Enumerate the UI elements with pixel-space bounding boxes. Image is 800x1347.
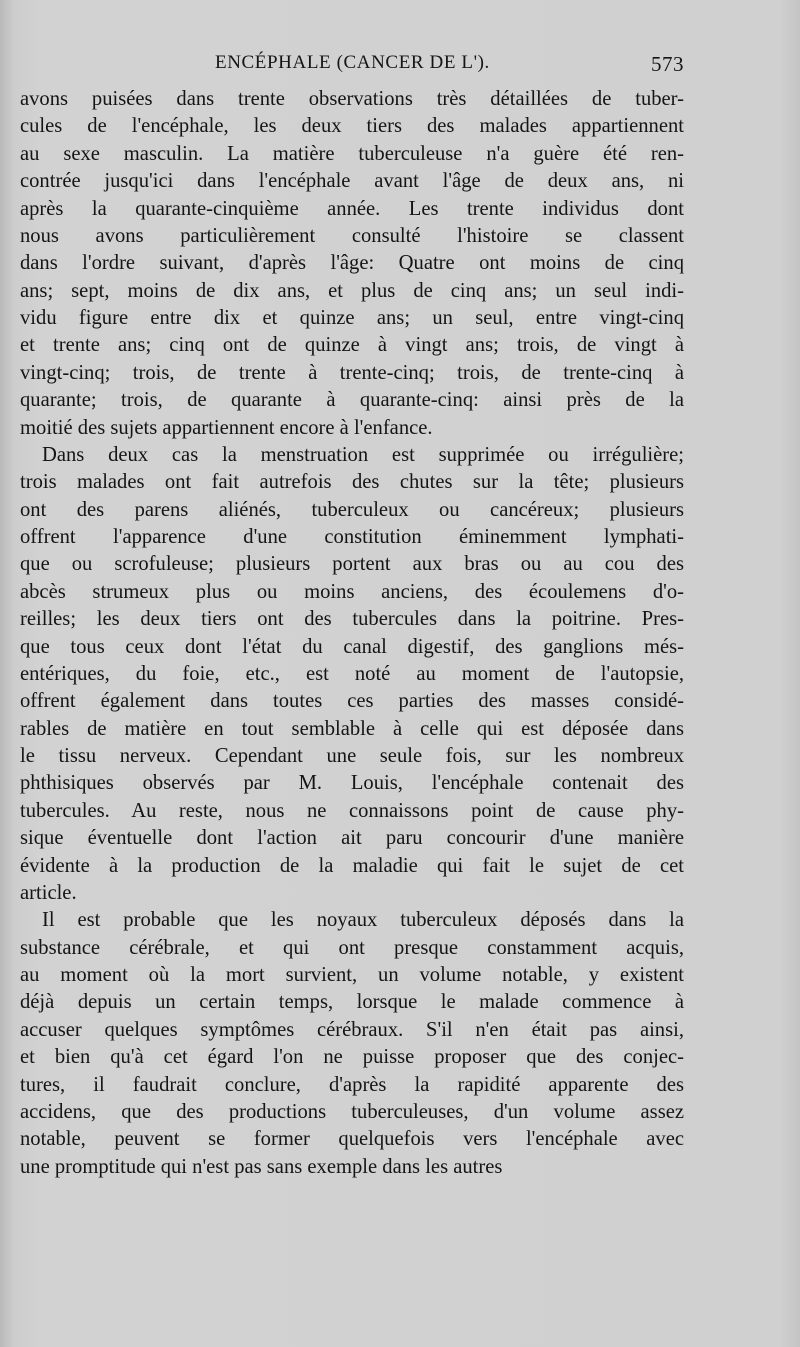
text-line: reilles; les deux tiers ont des tubercules dans la poitrine. Pres- (20, 608, 684, 631)
text-line: moitié des sujets appartiennent encore à l'enfance. (20, 416, 433, 439)
running-title: ENCÉPHALE (CANCER DE L'). (215, 52, 490, 73)
text-line: évidente à la production de la maladie qui fait le sujet de cet (20, 854, 684, 877)
text-line: offrent l'apparence d'une constitution éminemment lymphati- (20, 526, 684, 548)
text-line: déjà depuis un certain temps, lorsque le malade commence à (20, 991, 684, 1014)
text-line: contrée jusqu'ici dans l'encéphale avant l'âge de deux ans, ni (20, 170, 684, 193)
body-text (20, 86, 684, 1181)
text-line: Dans deux cas la menstruation est supprimée ou irrégulière; (42, 443, 684, 466)
text-line: avons puisées dans trente observations très détaillées de tuber- (20, 88, 684, 110)
text-line: que ou scrofuleuse; plusieurs portent aux bras ou au cou des (20, 553, 684, 576)
text-line: que tous ceux dont l'état du canal digestif, des ganglions més- (20, 635, 684, 658)
text-line: accidens, que des productions tuberculeuses, d'un volume assez (20, 1100, 684, 1123)
text-line: rables de matière en tout semblable à celle qui est déposée dans (20, 717, 684, 740)
text-line: offrent également dans toutes ces parties des masses considé- (20, 690, 684, 713)
text-line: accuser quelques symptômes cérébraux. S'il n'en était pas ainsi, (20, 1018, 684, 1041)
text-line: quarante; trois, de quarante à quarante-cinq: ainsi près de la (20, 389, 684, 412)
text-line: abcès strumeux plus ou moins anciens, des écoulemens d'o- (20, 580, 684, 603)
text-line: une promptitude qui n'est pas sans exemple dans les autres (20, 1155, 503, 1178)
paragraph (20, 442, 684, 907)
text-line: nous avons particulièrement consulté l'histoire se classent (20, 224, 684, 247)
page-header (20, 52, 684, 82)
text-line: vidu figure entre dix et quinze ans; un seul, entre vingt-cinq (20, 307, 684, 329)
text-line: au sexe masculin. La matière tuberculeuse n'a guère été ren- (20, 142, 684, 165)
paragraph (20, 907, 684, 1181)
text-line: dans l'ordre suivant, d'après l'âge: Quatre ont moins de cinq (20, 252, 684, 275)
text-line: notable, peuvent se former quelquefois vers l'encéphale avec (20, 1128, 684, 1151)
text-line: entériques, du foie, etc., est noté au moment de l'autopsie, (20, 662, 684, 685)
text-line: et bien qu'à cet égard l'on ne puisse proposer que des conjec- (20, 1046, 684, 1069)
text-line: sique éventuelle dont l'action ait paru concourir d'une manière (20, 827, 684, 850)
text-line: ans; sept, moins de dix ans, et plus de cinq ans; un seul indi- (20, 279, 684, 302)
page-number: 573 (651, 52, 684, 76)
text-line: ont des parens aliénés, tuberculeux ou cancéreux; plusieurs (20, 498, 684, 521)
text-line: tures, il faudrait conclure, d'après la rapidité apparente des (20, 1073, 684, 1096)
text-line: tubercules. Au reste, nous ne connaissons point de cause phy- (20, 799, 684, 822)
text-line: après la quarante-cinquième année. Les trente individus dont (20, 197, 684, 220)
paragraph (20, 86, 684, 442)
text-line: Il est probable que les noyaux tuberculeux déposés dans la (42, 909, 684, 932)
text-line: et trente ans; cinq ont de quinze à vingt ans; trois, de vingt à (20, 334, 684, 357)
text-line: trois malades ont fait autrefois des chutes sur la tête; plusieurs (20, 471, 684, 494)
text-line: cules de l'encéphale, les deux tiers des malades appartiennent (20, 115, 684, 138)
text-line: vingt-cinq; trois, de trente à trente-cinq; trois, de trente-cinq à (20, 361, 684, 384)
text-line: article. (20, 881, 77, 904)
text-line: phthisiques observés par M. Louis, l'encéphale contenait des (20, 772, 684, 795)
text-line: le tissu nerveux. Cependant une seule fois, sur les nombreux (20, 745, 684, 767)
text-line: substance cérébrale, et qui ont presque constamment acquis, (20, 936, 684, 959)
text-line: au moment où la mort survient, un volume notable, y existent (20, 964, 684, 986)
